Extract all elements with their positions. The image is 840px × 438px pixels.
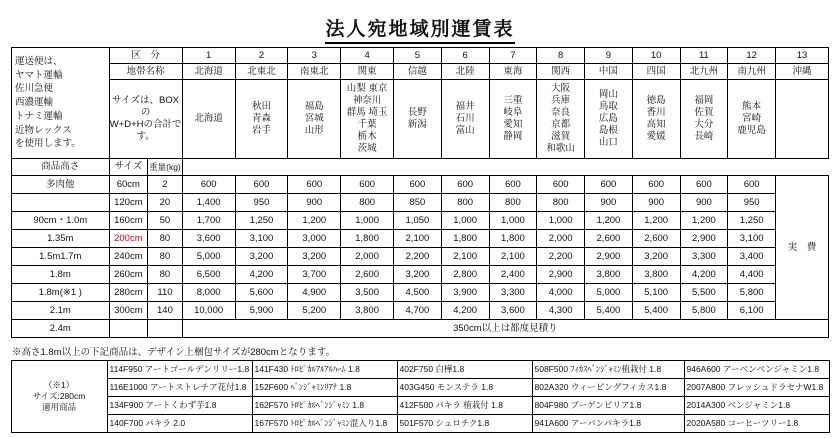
area-name-3: 南東北 bbox=[288, 64, 341, 80]
column-no-6: 6 bbox=[441, 48, 489, 64]
cell-0-4: 600 bbox=[341, 176, 394, 194]
cell-1-8: 800 bbox=[537, 194, 585, 212]
cell-3-12: 3,100 bbox=[728, 230, 776, 248]
cell-2-2: 1,250 bbox=[235, 212, 288, 230]
cell-6-6: 3,900 bbox=[441, 284, 489, 302]
area-name-8: 関西 bbox=[537, 64, 585, 80]
cell-4-9: 2,900 bbox=[585, 248, 633, 266]
cell-6-5: 4,500 bbox=[394, 284, 442, 302]
row-label-2: 90cm・1.0m bbox=[12, 212, 110, 230]
size-label: サイズ bbox=[109, 159, 148, 176]
cell-4-1: 5,000 bbox=[182, 248, 235, 266]
pref-list-1: 北海道 bbox=[182, 80, 235, 159]
cell-0-10: 600 bbox=[632, 176, 680, 194]
product-item: 141F430 ﾄﾛﾋﾟｶﾙｱﾙｱﾙﾊｰﾑ 1.8 bbox=[252, 361, 397, 379]
footer-row bbox=[11, 397, 829, 415]
cell-2-10: 1,200 bbox=[632, 212, 680, 230]
cell-6-12: 5,800 bbox=[728, 284, 776, 302]
cell-0-11: 600 bbox=[680, 176, 728, 194]
product-item: 116E1000 アートストレチア花付1.8 bbox=[107, 379, 252, 397]
row-label-8: 2.4m bbox=[12, 320, 110, 338]
footer-label bbox=[11, 361, 107, 433]
cell-6-10: 5,100 bbox=[632, 284, 680, 302]
cell-7-4: 3,800 bbox=[341, 302, 394, 320]
cell-3-4: 1,800 bbox=[341, 230, 394, 248]
row-label-6: 1.8m(※1 ) bbox=[12, 284, 110, 302]
product-item: 167F570 ﾄﾛﾋﾟｶﾙﾍﾞﾝｼﾞｬﾐﾝ混入り1.8 bbox=[252, 415, 397, 433]
area-name-13: 沖縄 bbox=[776, 64, 829, 80]
row-size-8 bbox=[109, 320, 148, 338]
cell-0-9: 600 bbox=[585, 176, 633, 194]
cell-3-6: 1,800 bbox=[441, 230, 489, 248]
cell-7-7: 3,600 bbox=[489, 302, 537, 320]
cell-6-3: 4,900 bbox=[288, 284, 341, 302]
cell-1-7: 800 bbox=[489, 194, 537, 212]
applicable-products-table bbox=[11, 360, 830, 433]
cell-5-1: 6,500 bbox=[182, 266, 235, 284]
row-weight-6: 110 bbox=[148, 284, 183, 302]
cell-7-1: 10,000 bbox=[182, 302, 235, 320]
cell-0-3: 600 bbox=[288, 176, 341, 194]
column-no-11: 11 bbox=[680, 48, 728, 64]
cell-5-7: 2,400 bbox=[489, 266, 537, 284]
table-row bbox=[12, 266, 829, 284]
area-name-12: 南九州 bbox=[728, 64, 776, 80]
cell-5-5: 3,200 bbox=[394, 266, 442, 284]
row-weight-4: 80 bbox=[148, 248, 183, 266]
area-name-5: 信越 bbox=[394, 64, 442, 80]
page-title: 法人宛地域別運賃表 bbox=[0, 0, 840, 47]
product-item: 162F570 ﾄﾛﾋﾟｶﾙﾍﾞﾝｼﾞｬﾐﾝ 1.8 bbox=[252, 397, 397, 415]
cell-7-9: 5,400 bbox=[585, 302, 633, 320]
size-note bbox=[109, 80, 182, 159]
freight-table bbox=[11, 47, 829, 338]
cell-0-1: 600 bbox=[182, 176, 235, 194]
cell-6-11: 5,500 bbox=[680, 284, 728, 302]
table-row bbox=[12, 248, 829, 266]
cell-4-12: 3,400 bbox=[728, 248, 776, 266]
cell-6-1: 8,000 bbox=[182, 284, 235, 302]
pref-list-3: 福島 宮城 山形 bbox=[288, 80, 341, 159]
cell-5-2: 4,200 bbox=[235, 266, 288, 284]
cell-0-7: 600 bbox=[489, 176, 537, 194]
cell-3-8: 2,000 bbox=[537, 230, 585, 248]
cell-1-5: 850 bbox=[394, 194, 442, 212]
product-item: 403G450 モンステラ 1.8 bbox=[397, 379, 532, 397]
product-item: 941A600 アーバンパキラ1.8 bbox=[532, 415, 684, 433]
cell-5-6: 2,800 bbox=[441, 266, 489, 284]
table-row-estimate bbox=[12, 320, 829, 338]
cell-4-7: 2,100 bbox=[489, 248, 537, 266]
row-weight-1: 20 bbox=[148, 194, 183, 212]
area-name-6: 北陸 bbox=[441, 64, 489, 80]
product-item: 946A600 アーベンベンジャミン1.8 bbox=[684, 361, 829, 379]
cell-2-9: 1,200 bbox=[585, 212, 633, 230]
table-row-column-headers bbox=[12, 159, 829, 176]
okinawa-note: 実 費 bbox=[776, 176, 829, 320]
lead-line-4: 西濃運輸 bbox=[15, 97, 54, 109]
cell-1-2: 950 bbox=[235, 194, 288, 212]
product-item: 802A320 ウィーピングフィカス1.8 bbox=[532, 379, 684, 397]
weight-label: 重量(kg) bbox=[148, 159, 183, 176]
column-no-4: 4 bbox=[341, 48, 394, 64]
column-no-12: 12 bbox=[728, 48, 776, 64]
cell-0-2: 600 bbox=[235, 176, 288, 194]
footer-label-line-2: サイズ:280cm bbox=[32, 390, 86, 401]
row-size-7: 300cm bbox=[109, 302, 148, 320]
cell-3-5: 2,100 bbox=[394, 230, 442, 248]
pref-list-8: 大阪 兵庫 奈良 京都 滋賀 和歌山 bbox=[537, 80, 585, 159]
cell-3-7: 1,800 bbox=[489, 230, 537, 248]
area-name-4: 関東 bbox=[341, 64, 394, 80]
pref-list-11: 福岡 佐賀 大分 長崎 bbox=[680, 80, 728, 159]
area-label: 地帯名称 bbox=[109, 64, 182, 80]
cell-6-9: 5,000 bbox=[585, 284, 633, 302]
table-row-prefectures bbox=[12, 80, 829, 159]
cell-5-12: 4,400 bbox=[728, 266, 776, 284]
footer-label-line-1: （※1） bbox=[43, 379, 75, 390]
table-row bbox=[12, 212, 829, 230]
cell-3-11: 2,900 bbox=[680, 230, 728, 248]
row-label-7: 2.1m bbox=[12, 302, 110, 320]
cell-2-7: 1,000 bbox=[489, 212, 537, 230]
table-row bbox=[12, 284, 829, 302]
cell-5-10: 3,800 bbox=[632, 266, 680, 284]
row-size-3: 200cm bbox=[109, 230, 148, 248]
cell-4-2: 3,200 bbox=[235, 248, 288, 266]
area-name-9: 中国 bbox=[585, 64, 633, 80]
cell-6-8: 4,000 bbox=[537, 284, 585, 302]
column-no-9: 9 bbox=[585, 48, 633, 64]
product-item: 114F950 アートゴールデンリリー1.8 bbox=[107, 361, 252, 379]
product-item: 402F750 白樺1.8 bbox=[397, 361, 532, 379]
product-item: 501F570 シュロチク1.8 bbox=[397, 415, 532, 433]
area-name-10: 四国 bbox=[632, 64, 680, 80]
cell-4-11: 3,300 bbox=[680, 248, 728, 266]
pref-list-10: 徳島 香川 高知 愛媛 bbox=[632, 80, 680, 159]
row-weight-8 bbox=[148, 320, 183, 338]
cell-2-3: 1,200 bbox=[288, 212, 341, 230]
lead-line-7: を使用します。 bbox=[15, 138, 81, 150]
cell-7-11: 5,800 bbox=[680, 302, 728, 320]
cell-7-2: 5,900 bbox=[235, 302, 288, 320]
row-weight-2: 50 bbox=[148, 212, 183, 230]
pref-list-7: 三重 岐阜 愛知 静岡 bbox=[489, 80, 537, 159]
column-no-8: 8 bbox=[537, 48, 585, 64]
footnote: ※高さ1.8m以上の下記商品は、デザイン上梱包サイズが280cmとなります。 bbox=[12, 347, 335, 358]
lead-line-1: 運送便は、 bbox=[15, 55, 63, 67]
cell-1-4: 800 bbox=[341, 194, 394, 212]
footer-row bbox=[11, 361, 829, 379]
cell-3-9: 2,600 bbox=[585, 230, 633, 248]
cell-5-9: 3,800 bbox=[585, 266, 633, 284]
column-no-2: 2 bbox=[235, 48, 288, 64]
cell-1-10: 900 bbox=[632, 194, 680, 212]
pref-list-5: 長野 新潟 bbox=[394, 80, 442, 159]
cell-3-3: 3,000 bbox=[288, 230, 341, 248]
pref-list-2: 秋田 青森 岩手 bbox=[235, 80, 288, 159]
table-row bbox=[12, 176, 829, 194]
cell-6-7: 3,300 bbox=[489, 284, 537, 302]
size-note-line-1: サイズは、BOXの bbox=[112, 95, 180, 119]
table-row-division bbox=[12, 48, 829, 64]
row-size-2: 160cm bbox=[109, 212, 148, 230]
table-row bbox=[12, 302, 829, 320]
area-name-2: 北東北 bbox=[235, 64, 288, 80]
column-no-13: 13 bbox=[776, 48, 829, 64]
cell-1-11: 900 bbox=[680, 194, 728, 212]
cell-0-12: 600 bbox=[728, 176, 776, 194]
cell-7-3: 5,200 bbox=[288, 302, 341, 320]
cell-7-6: 4,200 bbox=[441, 302, 489, 320]
row-label-3: 1.35m bbox=[12, 230, 110, 248]
pref-list-13 bbox=[776, 80, 829, 159]
cell-1-6: 800 bbox=[441, 194, 489, 212]
cell-5-3: 3,700 bbox=[288, 266, 341, 284]
cell-4-10: 3,200 bbox=[632, 248, 680, 266]
column-no-3: 3 bbox=[288, 48, 341, 64]
cell-7-8: 4,300 bbox=[537, 302, 585, 320]
cell-4-6: 2,100 bbox=[441, 248, 489, 266]
row-label-5: 1.8m bbox=[12, 266, 110, 284]
area-name-1: 北海道 bbox=[182, 64, 235, 80]
product-item: 508F500 ﾌｨｶｽﾍﾞﾝｼﾞｬﾐﾝ植栽付 1.8 bbox=[532, 361, 684, 379]
cell-1-9: 900 bbox=[585, 194, 633, 212]
product-item: 2007A800 フレッシュドラセナW1.8 bbox=[684, 379, 829, 397]
row-label-0: 多肉他 bbox=[12, 176, 110, 194]
cell-2-8: 1,000 bbox=[537, 212, 585, 230]
pref-list-4: 山梨 東京 神奈川 群馬 埼玉 千葉 栃木 茨城 bbox=[341, 80, 394, 159]
column-no-7: 7 bbox=[489, 48, 537, 64]
column-no-5: 5 bbox=[394, 48, 442, 64]
cell-3-10: 2,600 bbox=[632, 230, 680, 248]
product-item: 804F980 ブーゲンビリア1.8 bbox=[532, 397, 684, 415]
cell-2-6: 1,000 bbox=[441, 212, 489, 230]
pref-list-12: 熊本 宮崎 鹿児島 bbox=[728, 80, 776, 159]
product-item: 2014A300 ベンジャミン1.8 bbox=[684, 397, 829, 415]
column-no-10: 10 bbox=[632, 48, 680, 64]
cell-0-6: 600 bbox=[441, 176, 489, 194]
cell-2-12: 1,250 bbox=[728, 212, 776, 230]
cell-5-4: 2,600 bbox=[341, 266, 394, 284]
cell-6-2: 5,600 bbox=[235, 284, 288, 302]
lead-line-3: 佐川急便 bbox=[15, 83, 54, 95]
cell-1-3: 900 bbox=[288, 194, 341, 212]
cell-0-5: 600 bbox=[394, 176, 442, 194]
cell-0-8: 600 bbox=[537, 176, 585, 194]
lead-line-2: ヤマト運輸 bbox=[15, 69, 63, 81]
row-weight-5: 80 bbox=[148, 266, 183, 284]
height-label: 商品高さ bbox=[12, 159, 110, 176]
table-row bbox=[12, 194, 829, 212]
cell-2-4: 1,000 bbox=[341, 212, 394, 230]
table-row bbox=[12, 230, 829, 248]
footer-row bbox=[11, 415, 829, 433]
size-note-line-2: W+D+Hの合計です。 bbox=[109, 119, 182, 142]
pref-list-6: 福井 石川 富山 bbox=[441, 80, 489, 159]
cell-2-1: 1,700 bbox=[182, 212, 235, 230]
row-weight-0: 2 bbox=[148, 176, 183, 194]
cell-7-5: 4,700 bbox=[394, 302, 442, 320]
row-size-0: 60cm bbox=[109, 176, 148, 194]
lead-text bbox=[12, 53, 109, 153]
product-item: 152F600 ﾍﾞﾝｼﾞｬﾐﾝﾘｱﾅ 1.8 bbox=[252, 379, 397, 397]
row-size-6: 280cm bbox=[109, 284, 148, 302]
column-no-1: 1 bbox=[182, 48, 235, 64]
footer-label-line-3: 適用商品 bbox=[41, 402, 76, 413]
cell-7-12: 6,100 bbox=[728, 302, 776, 320]
row-size-4: 240cm bbox=[109, 248, 148, 266]
row-label-1 bbox=[12, 194, 110, 212]
cell-5-8: 2,900 bbox=[537, 266, 585, 284]
product-item: 412F500 パキラ 植栽付 1.8 bbox=[397, 397, 532, 415]
row-label-4: 1.5m1.7m bbox=[12, 248, 110, 266]
area-name-11: 北九州 bbox=[680, 64, 728, 80]
cell-7-10: 5,400 bbox=[632, 302, 680, 320]
cell-3-1: 3,600 bbox=[182, 230, 235, 248]
cell-1-12: 950 bbox=[728, 194, 776, 212]
table-row-area-name bbox=[12, 64, 829, 80]
cell-3-2: 3,100 bbox=[235, 230, 288, 248]
product-item: 134F900 アートくわず芋1.8 bbox=[107, 397, 252, 415]
cell-4-8: 2,200 bbox=[537, 248, 585, 266]
division-label: 区 分 bbox=[109, 48, 182, 64]
row-weight-7: 140 bbox=[148, 302, 183, 320]
footer-row bbox=[11, 379, 829, 397]
row-weight-3: 80 bbox=[148, 230, 183, 248]
product-item: 140F700 パキラ 2.0 bbox=[107, 415, 252, 433]
row-size-5: 260cm bbox=[109, 266, 148, 284]
cell-4-3: 3,200 bbox=[288, 248, 341, 266]
cell-5-11: 4,200 bbox=[680, 266, 728, 284]
area-name-7: 東海 bbox=[489, 64, 537, 80]
cell-1-1: 1,400 bbox=[182, 194, 235, 212]
cell-2-5: 1,050 bbox=[394, 212, 442, 230]
row-size-1: 120cm bbox=[109, 194, 148, 212]
product-item: 2020A580 コーヒーツリー1.8 bbox=[684, 415, 829, 433]
cell-4-5: 2,200 bbox=[394, 248, 442, 266]
estimate-note: 350cm以上は都度見積り bbox=[182, 320, 828, 338]
lead-line-6: 近物レックス bbox=[15, 124, 72, 136]
cell-2-11: 1,200 bbox=[680, 212, 728, 230]
pref-list-9: 岡山 鳥取 広島 島根 山口 bbox=[585, 80, 633, 159]
cell-4-4: 2,000 bbox=[341, 248, 394, 266]
cell-6-4: 3,500 bbox=[341, 284, 394, 302]
lead-line-5: トナミ運輸 bbox=[15, 110, 63, 122]
